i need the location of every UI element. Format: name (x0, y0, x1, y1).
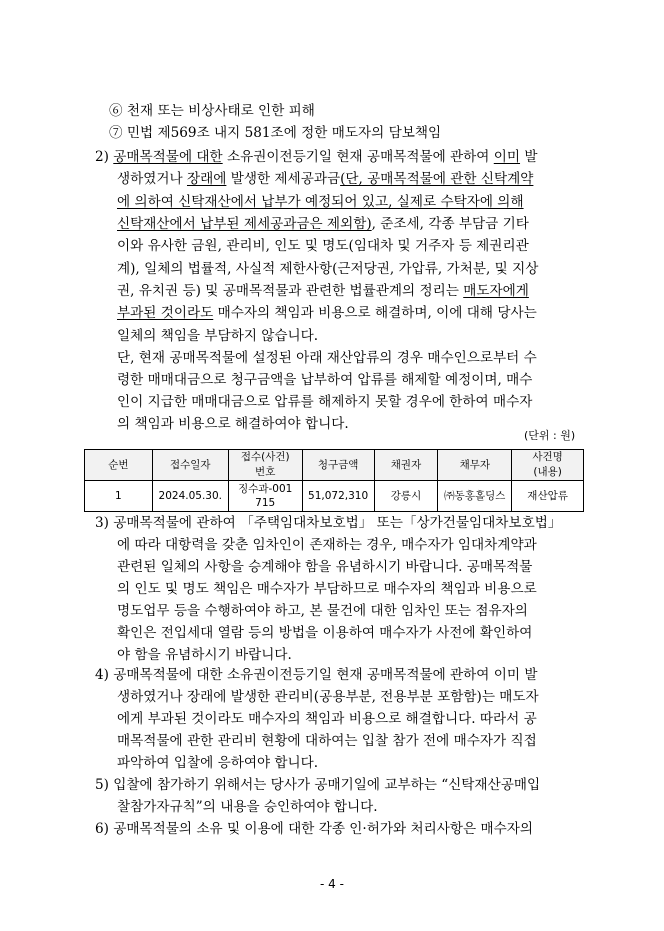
text-line (117, 755, 318, 772)
text-line (117, 647, 292, 664)
text-segment: 권, 유치권 등) 및 공매목적물과 관련한 법률관계의 정리는 (117, 283, 464, 299)
underlined-text: 에 의하여 신탁재산에서 납부가 예정되어 있고, 실제로 수탁자에 의해 (117, 194, 524, 210)
text-segment: 찰참가자규칙”의 내용을 승인하여야 합니다. (117, 799, 378, 815)
underlined-text: 장래에 (186, 171, 227, 187)
text-segment: 6) 공매목적물의 소유 및 이용에 대한 각종 인·허가와 처리사항은 매수자의 (95, 821, 533, 837)
text-line (109, 103, 315, 120)
text-line (117, 216, 529, 233)
text-segment: 에게 부과된 것이라도 매수자의 책임과 비용으로 해결합니다. 따라서 공 (117, 711, 537, 727)
text-line (117, 394, 532, 411)
text-line (117, 350, 537, 367)
underlined-text: 신탁재산에서 납부된 제세공과금은 제외함) (117, 216, 372, 232)
header-cell: 채무자 (438, 450, 512, 481)
table-cell: 재산압류 (512, 481, 584, 512)
header-cell: 접수일자 (152, 450, 228, 481)
text-segment: 령한 매매대금으로 청구금액을 납부하여 압류를 해제할 예정이며, 매수 (117, 372, 533, 388)
table-header-row (85, 450, 584, 481)
text-line (117, 261, 538, 278)
underlined-text: 공매목적물에 대한 (113, 149, 223, 165)
text-segment: 일체의 책임을 부담하지 않습니다. (117, 328, 319, 344)
table-cell: 51,072,310 (302, 481, 374, 512)
text-line (117, 581, 537, 598)
text-line (117, 799, 378, 816)
text-segment: 3) 공매목적물에 관하여 「주택임대차보호법」 또는「상가건물임대차보호법」 (95, 515, 562, 531)
text-line (117, 559, 532, 576)
text-segment: 매목적물에 관한 관리비 현황에 대하여는 입찰 참가 전에 매수자가 직접 (117, 733, 537, 749)
text-line (109, 125, 441, 142)
table-cell: 2024.05.30. (152, 481, 228, 512)
text-segment: 2) (95, 149, 114, 165)
text-line (117, 416, 349, 433)
header-cell: 사건명 (내용) (512, 450, 584, 481)
text-segment: 의 인도 및 명도 책임은 매수자가 부담하므로 매수자의 책임과 비용으로 (117, 581, 537, 597)
text-line (117, 238, 529, 255)
underlined-text: 매도자에게 (463, 283, 529, 299)
text-line (117, 283, 529, 300)
text-segment: 4) 공매목적물에 대한 소유권이전등기일 현재 공매목적물에 관하여 이미 발 (95, 667, 538, 683)
table-cell: 징수과-001 715 (228, 481, 302, 512)
text-line (117, 689, 539, 706)
text-line (117, 733, 537, 750)
table-cell: ㈜동홍홀딩스 (438, 481, 512, 512)
text-segment: 에 따라 대항력을 갖춘 임차인이 존재하는 경우, 매수자가 임대차계약과 (117, 537, 537, 553)
text-line (117, 194, 524, 211)
page-number: - 4 - (320, 877, 344, 891)
text-segment: 5) 입찰에 참가하기 위해서는 당사가 공매기일에 교부하는 “신탁재산공매입 (95, 777, 541, 793)
text-line (117, 711, 537, 728)
text-segment: 명도업무 등을 수행하여야 하고, 본 물건에 대한 임차인 또는 점유자의 (117, 603, 528, 619)
text-segment: 확인은 전입세대 열람 등의 방법을 이용하여 매수자가 사전에 확인하여 (117, 625, 533, 641)
text-segment: 생하였거나 (117, 171, 187, 187)
table-cell: 강릉시 (374, 481, 438, 512)
text-segment: 파악하여 입찰에 응하여야 합니다. (117, 755, 319, 771)
text-line (117, 537, 537, 554)
text-line (95, 821, 533, 838)
text-line (95, 667, 537, 684)
text-segment: 이와 유사한 금원, 관리비, 인도 및 명도(임대차 및 거주자 등 제권리관 (117, 238, 529, 254)
text-segment: ⑥ 천재 또는 비상사태로 인한 피해 (109, 103, 315, 119)
header-cell: 순번 (85, 450, 153, 481)
header-cell: 접수(사건) 번호 (228, 450, 302, 481)
text-segment: , 준조세, 각종 부담금 기타 (371, 216, 529, 232)
text-segment: 매수자의 책임과 비용으로 해결하며, 이에 대해 당사는 (213, 305, 537, 321)
table-row (85, 481, 584, 512)
unit-label: (단위 : 원) (524, 429, 576, 442)
text-line (117, 603, 528, 620)
text-line (95, 515, 561, 532)
text-segment: 관련된 일체의 사항을 승계해야 함을 유념하시기 바랍니다. 공매목적물 (117, 559, 533, 575)
text-segment: 발생한 제세공과금 (226, 171, 341, 187)
text-segment: 발 (520, 149, 538, 165)
text-segment: 단, 현재 공매목적물에 설정된 아래 재산압류의 경우 매수인으로부터 수 (117, 350, 537, 366)
text-line (95, 149, 537, 166)
text-segment: 의 책임과 비용으로 해결하여야 합니다. (117, 416, 349, 432)
table-cell: 1 (85, 481, 153, 512)
text-segment: 생하였거나 장래에 발생한 관리비(공용부분, 전용부분 포함함)는 매도자 (117, 689, 539, 705)
text-line (117, 171, 533, 188)
header-cell: 채권자 (374, 450, 438, 481)
underlined-text: (단, 공매목적물에 관한 신탁계약 (340, 171, 534, 187)
text-segment: 소유권이전등기일 현재 공매목적물에 관하여 (222, 149, 494, 165)
text-line (117, 328, 318, 345)
header-cell: 청구금액 (302, 450, 374, 481)
text-line (117, 372, 532, 389)
text-line (117, 625, 532, 642)
seizure-table (84, 449, 584, 512)
underlined-text: 부과된 것이라도 (117, 305, 214, 321)
text-segment: ⑦ 민법 제569조 내지 581조에 정한 매도자의 담보책임 (109, 125, 442, 141)
text-segment: 야 함을 유념하시기 바랍니다. (117, 647, 292, 663)
text-segment: 인이 지급한 매매대금으로 압류를 해제하지 못할 경우에 한하여 매수자 (117, 394, 533, 410)
text-line (95, 777, 540, 794)
text-segment: 계), 일체의 법률적, 사실적 제한사항(근저당권, 가압류, 가처분, 및 지상 (117, 261, 539, 277)
underlined-text: 이미 (493, 149, 521, 165)
text-line (117, 305, 537, 322)
